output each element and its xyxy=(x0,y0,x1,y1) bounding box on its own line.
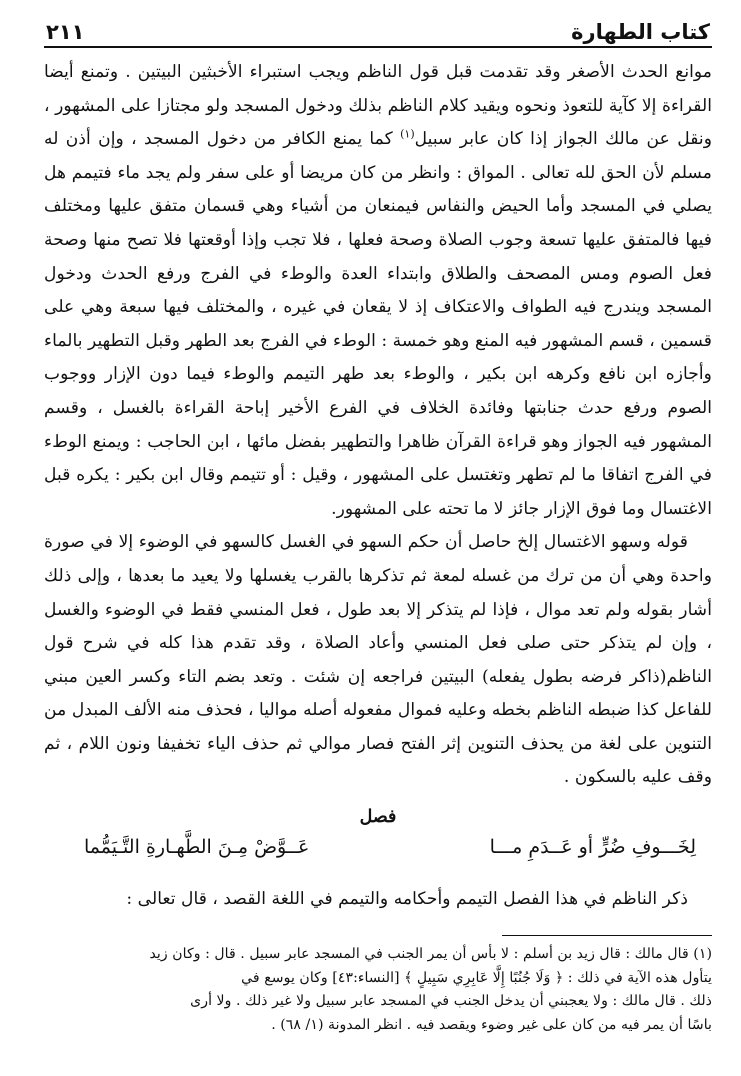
verse-second-hemistich: عَــوَّضْ مِـنَ الطَّهـارةِ التَّـيَمُّما xyxy=(84,836,310,859)
closing-paragraph: ذكر الناظم في هذا الفصل التيمم وأحكامه والتيمم في اللغة القصد ، قال تعالى : xyxy=(126,889,688,910)
paragraph-2: قوله وسهو الاغتسال إلخ حاصل أن حكم السهو في الغسل كالسهو في الوضوء إلا في صورة واحدة وهي أن من ترك من غسله لمعة ثم تذكرها بالقرب يغسلها ولا يعيد ما بعدها ، وإلى ذلك أشار بقوله ولم تعد موال ، فإذا لم يتذكر إلا بعد طول ، فعل المنسي فقط في الوضوء والغسل ، وإن لم يتذكر حتى صلى فعل المنسي وأعاد الصلاة ، وقد تقدم هذا كله في شرح قول الناظم(ذاكر فرضه بطول يفعله) البيتين فراجعه إن شئت . وتعد بضم التاء وكسر العين مبني للفاعل كذا ضبطه الناظم بخطه وعليه فموال مفعوله أصله مواليا ، فحذف منه الألف المبدل من التنوين على لغة من يحذف التنوين إثر الفتح فصار موالي ثم حذف الياء تخفيفا ونون اللام ، ثم وقف عليه بالسكون . xyxy=(44,532,712,788)
footnote-line-2: يتأول هذه الآية في ذلك : ﴿ وَلَا جُنُبًا إِلَّا عَابِرِي سَبِيلٍ ﴾ [النساء:٤٣] وكان يوسع في xyxy=(241,969,712,986)
main-text xyxy=(44,56,712,917)
footnote-divider xyxy=(502,935,712,936)
paragraph-1-text: موانع الحدث الأصغر وقد تقدمت قبل قول الناظم ويجب استبراء الأخبثين البيتين . وتمنع أيضا القراءة إلا كآية للتعوذ ونحوه ويقيد كلام الناظم بذلك ودخول المسجد ولو مجتازا على المشهور ، ونقل عن مالك الجواز إذا كان عابر سبيل xyxy=(44,62,712,150)
running-header xyxy=(44,10,712,48)
verse-first-hemistich: لِخَـــوفِ ضُرٍّ أو عَــدَمِ مـــا xyxy=(489,836,696,859)
paragraph-1-continuation: كما يمنع الكافر من دخول المسجد ، وإن أذن له مسلم لأن الحق لله تعالى . المواق : وانظر من كان مريضا أو على سفر ولم يجد ماء فتيمم هل يصلي في المسجد وأما الحيض والنفاس فيمنعان من أشياء وهي قسمان متفق عليها ومختلف فيها فالمتفق عليها تسعة وجوب الصلاة وصحة فعلها ، فلا تجب وإذا أوقعتها فلا تصح منها وصحة فعل الصوم ومس المصحف والطلاق وابتداء العدة والوطء في الفرج ورفع الحدث ودخول المسجد ويندرج فيه الطواف والاعتكاف إذ لا يقعان في غيره ، والمختلف فيها سبعة وهي على قسمين ، قسم المشهور فيه المنع وهو خمسة : الوطء في الفرج بعد الطهر وقبل التطهير بالماء وأجازه ابن نافع وكرهه ابن بكير ، والوطء بعد طهر التيمم والوطء فيما دون الإزار ووجوب الصوم ورفع حدث جنابتها وفائدة الخلاف في الفرع الأخير إباحة القراءة بالغسل ، وقسم المشهور فيه الجواز وهو قراءة القرآن ظاهرا والتطهير بفضل مائها ، ابن الحاجب : ويمنع الوطء في الفرج اتفاقا ما لم تطهر وتغتسل على المشهور ، وقيل : أو تتيمم وقال ابن بكير : يكره قبل الاغتسال وما فوق الإزار جائز لا ما تحته على المشهور. xyxy=(44,129,712,519)
footnotes xyxy=(44,935,712,1037)
footnote-line-4: باسًا أن يمر فيه من كان على غير وضوء ويقصد فيه . انظر المدونة (١/ ٦٨) . xyxy=(271,1016,712,1033)
section-title: فصل xyxy=(359,807,397,828)
footnote-marker: (١) xyxy=(400,127,415,141)
page-number: ٢١١ xyxy=(46,20,85,44)
paragraph-1 xyxy=(44,56,712,526)
footnote-line-1: (١) قال مالك : قال زيد بن أسلم : لا بأس أن يمر الجنب في المسجد عابر سبيل . قال : وكان زيد xyxy=(149,946,712,962)
poem-verse xyxy=(44,831,712,863)
footnote-line-3: ذلك . قال مالك : ولا يعجبني أن يدخل الجنب في المسجد عابر سبيل ولا غير ذلك . ولا أرى xyxy=(190,993,712,1009)
book-title: كتاب الطهارة xyxy=(571,20,710,44)
document-page xyxy=(44,10,712,917)
